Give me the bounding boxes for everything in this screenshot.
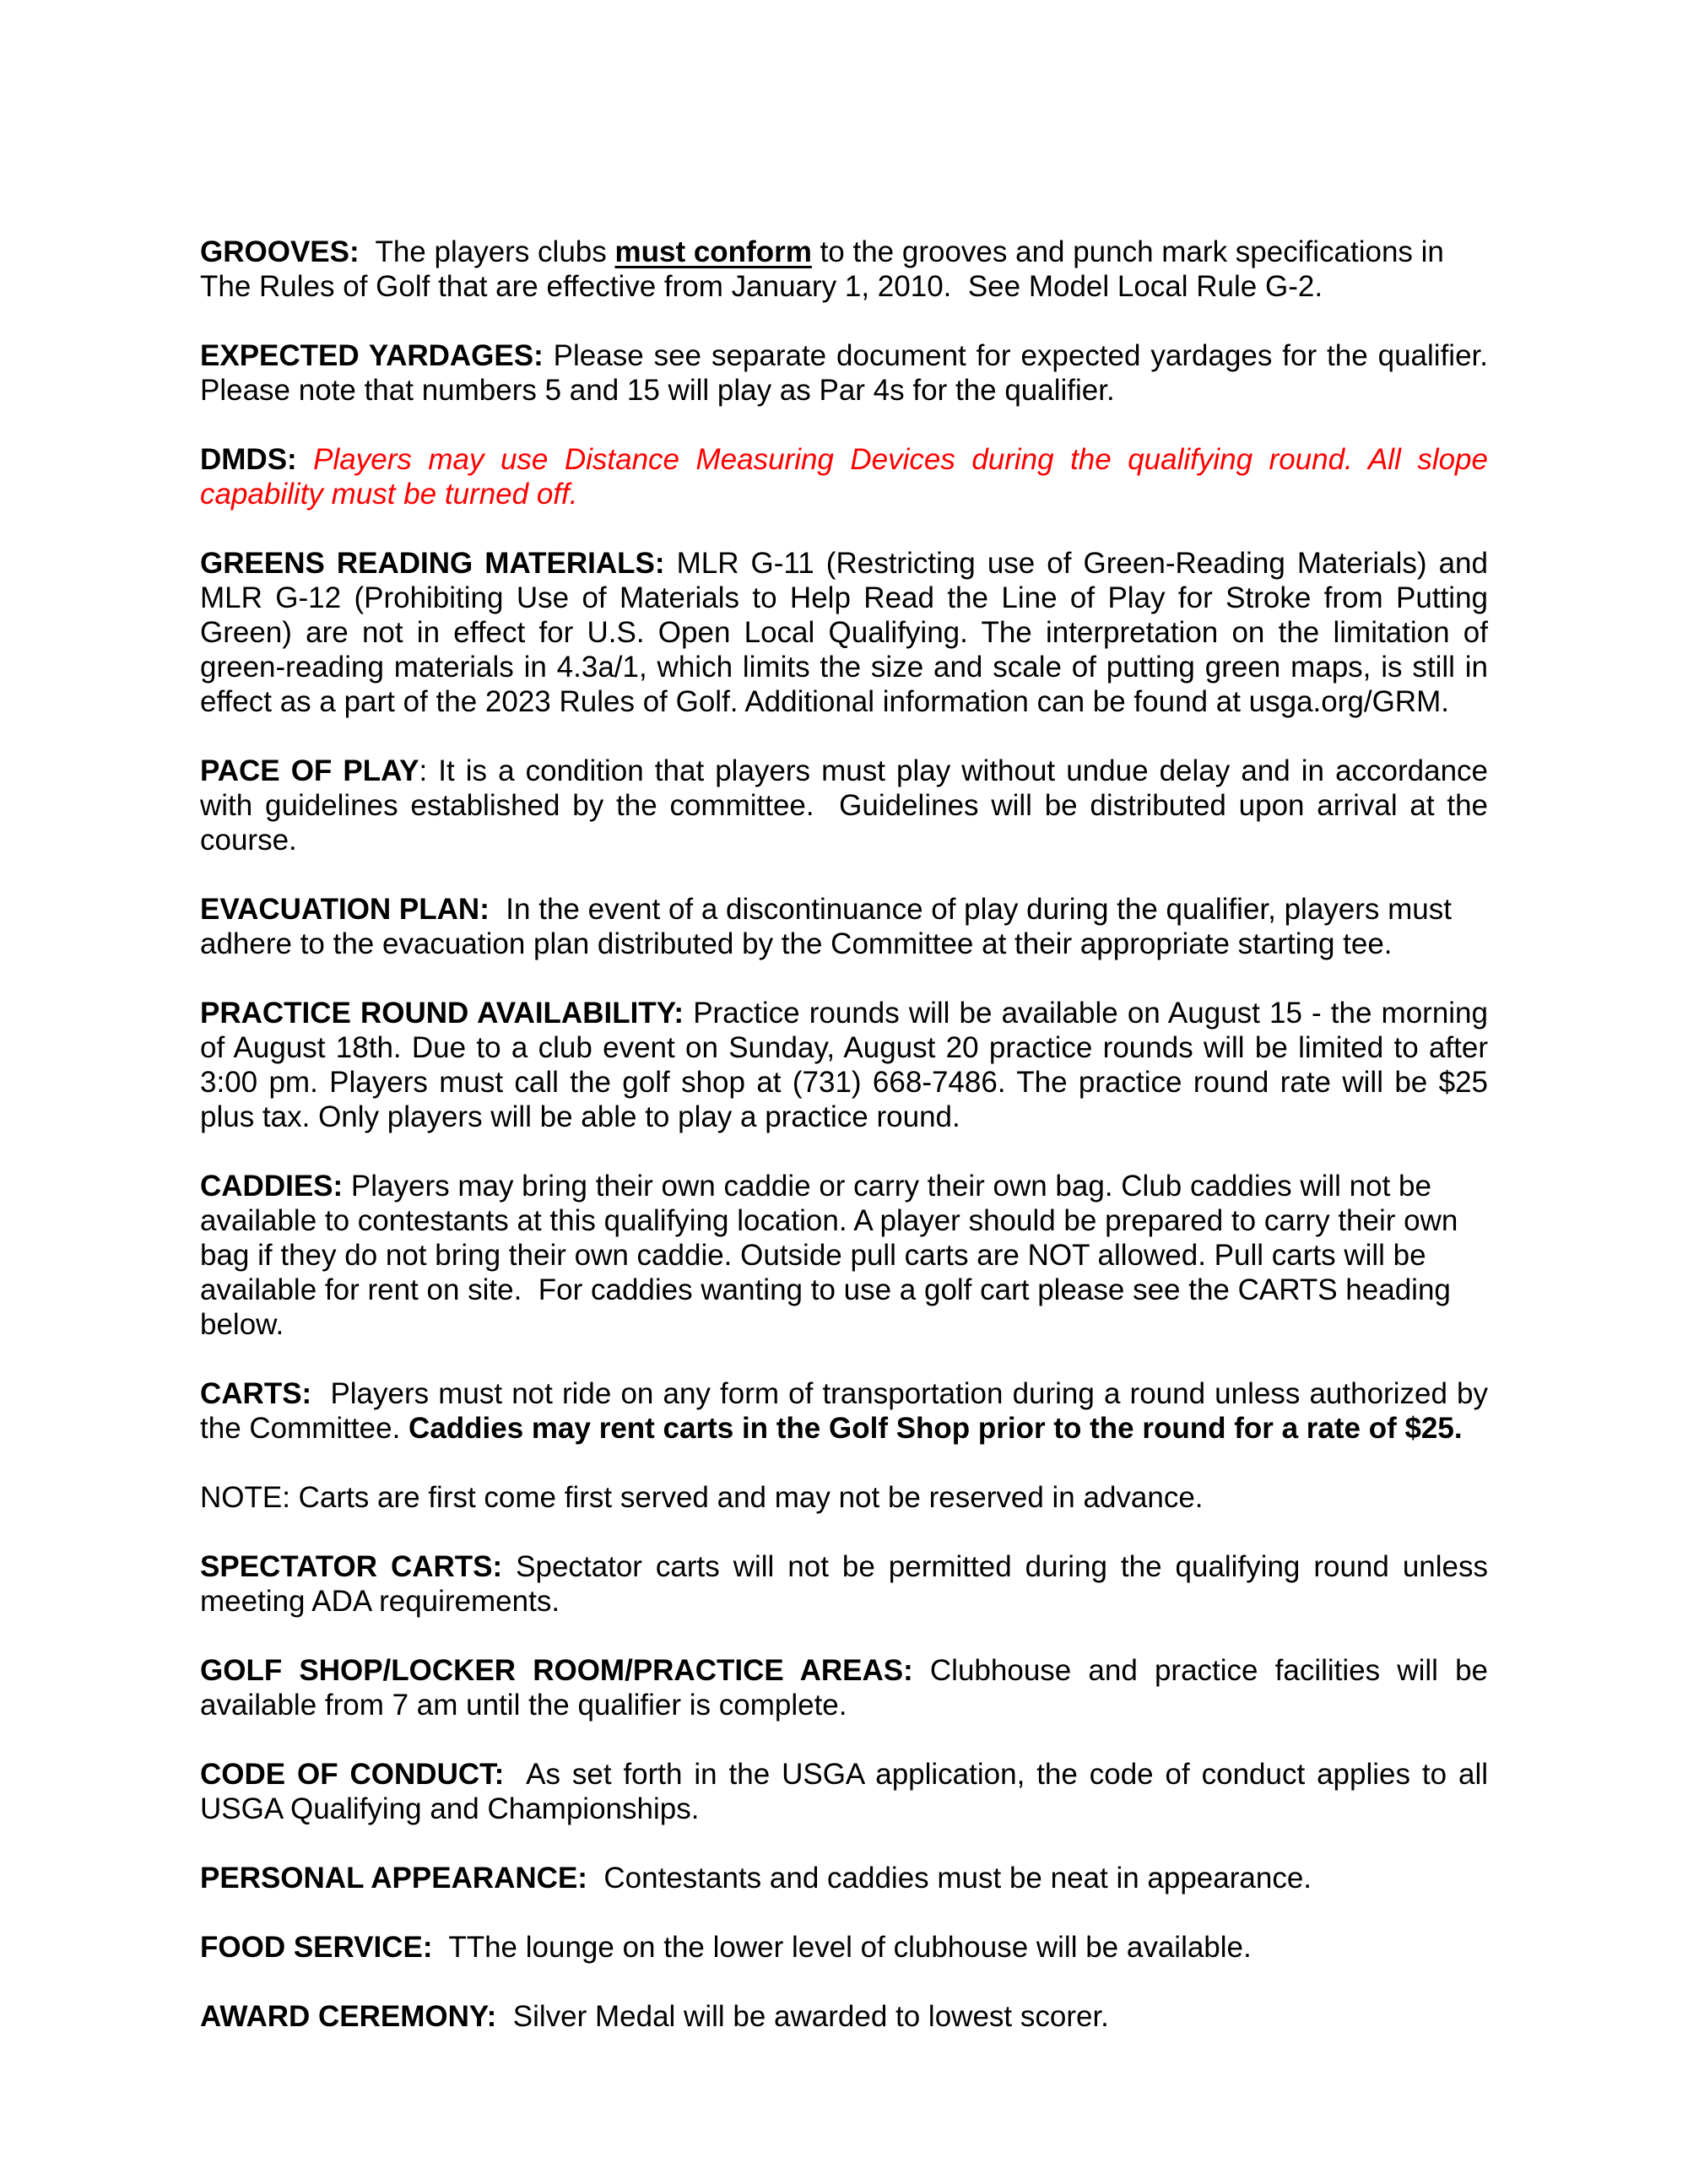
section-code-of-conduct <box>200 1757 1496 1826</box>
section-grooves-heading-text: GROOVES: <box>200 235 360 268</box>
document-body <box>200 235 1496 2034</box>
section-dmds-heading: DMDS: <box>200 443 297 476</box>
section-note-text: NOTE: Carts are first come first served and may not be reserved in advance. <box>200 1481 1204 1514</box>
section-personal-appearance-text: Contestants and caddies must be neat in appearance. <box>587 1862 1312 1895</box>
section-code-of-conduct-heading: CODE OF CONDUCT: <box>200 1758 505 1791</box>
section-practice-round-availability-heading: PRACTICE ROUND AVAILABILITY: <box>200 997 684 1030</box>
section-food-service-text: TThe lounge on the lower level of clubhouse will be available. <box>432 1931 1252 1964</box>
section-evacuation-plan <box>200 892 1488 961</box>
section-pace-of-play-heading: PACE OF PLAY <box>200 754 419 787</box>
section-dmds-text: Players may use Distance Measuring Devices during the qualifying round. All slope capability must be turned off. <box>200 443 1496 511</box>
section-practice-round-availability-text: Practice rounds will be available on August 15 - the morning of August 18th. Due to a club event on Sunday, August 20 practice rounds will be limited to after 3:00 pm. Players must call the golf shop at (731) 668-7486. The practice round rate will be $25 plus tax. Only players will be able to play a practice round. <box>200 997 1496 1133</box>
section-carts-bold-text: Caddies may rent carts in the Golf Shop prior to the round for a rate of $25. <box>408 1412 1463 1445</box>
section-spectator-carts-text: Spectator carts will not be permitted during the qualifying round unless meeting ADA requirements. <box>200 1550 1496 1618</box>
section-evacuation-plan-heading: EVACUATION PLAN: <box>200 893 490 926</box>
section-grooves-underlined-text: must conform <box>614 235 812 268</box>
section-carts-heading: CARTS: <box>200 1377 312 1410</box>
section-personal-appearance-heading: PERSONAL APPEARANCE: <box>200 1862 587 1895</box>
section-greens-reading-materials-heading: GREENS READING MATERIALS: <box>200 547 665 580</box>
section-spectator-carts-heading: SPECTATOR CARTS: <box>200 1550 503 1583</box>
section-grooves <box>200 235 1488 304</box>
section-award-ceremony <box>200 1999 1488 2034</box>
section-caddies <box>200 1169 1488 1342</box>
section-greens-reading-materials-text: MLR G-11 (Restricting use of Green-Reading Materials) and MLR G-12 (Prohibiting Use of Materials to Help Read the Line of Play for Stroke from Putting Green) are not in effect for U.S. Open Local Qualifying. The interpretation on the limitation of green-reading materials in 4.3a/1, which limits the size and scale of putting green maps, is still in effect as a part of the 2023 Rules of Golf. Additional information can be found at usga.org/GRM. <box>200 547 1496 718</box>
section-greens-reading-materials <box>200 546 1496 719</box>
section-code-of-conduct-text: As set forth in the USGA application, the code of conduct applies to all USGA Qualifying and Championships. <box>200 1758 1496 1825</box>
section-expected-yardages <box>200 338 1496 408</box>
section-caddies-heading: CADDIES: <box>200 1170 344 1203</box>
section-expected-yardages-text: Please see separate document for expected yardages for the qualifier. Please note that numbers 5 and 15 will play as Par 4s for the qualifier. <box>200 339 1496 407</box>
section-award-ceremony-heading: AWARD CEREMONY: <box>200 2000 497 2033</box>
section-note <box>200 1480 1488 1515</box>
section-expected-yardages-heading: EXPECTED YARDAGES: <box>200 339 544 372</box>
section-dmds <box>200 442 1496 511</box>
section-pace-of-play <box>200 754 1496 857</box>
section-food-service-heading: FOOD SERVICE: <box>200 1931 433 1964</box>
section-spectator-carts <box>200 1549 1496 1619</box>
section-pace-of-play-text: : It is a condition that players must play without undue delay and in accordance with guidelines established by the committee. Guidelines will be distributed upon arrival at the course. <box>200 754 1496 857</box>
section-practice-round-availability <box>200 996 1496 1134</box>
section-golf-shop-locker-room-practice-areas-text: Clubhouse and practice facilities will be available from 7 am until the qualifier is complete. <box>200 1654 1496 1722</box>
section-personal-appearance <box>200 1861 1488 1895</box>
section-caddies-text: Players may bring their own caddie or carry their own bag. Club caddies will not be available to contestants at this qualifying location. A player should be prepared to carry their own bag if they do not bring their own caddie. Outside pull carts are NOT allowed. Pull carts will be available for rent on site. For caddies wanting to use a golf cart please see the CARTS heading below. <box>200 1170 1467 1341</box>
section-grooves-text-after: to the grooves and punch mark specifications in The Rules of Golf that are effective from January 1, 2010. See Model Local Rule G-2. <box>200 235 1452 303</box>
section-food-service <box>200 1930 1488 1965</box>
section-grooves-text-before: The players clubs <box>359 235 615 268</box>
section-golf-shop-locker-room-practice-areas-heading: GOLF SHOP/LOCKER ROOM/PRACTICE AREAS: <box>200 1654 913 1687</box>
section-golf-shop-locker-room-practice-areas <box>200 1653 1496 1722</box>
section-evacuation-plan-text: In the event of a discontinuance of play during the qualifier, players must adhere to the evacuation plan distributed by the Committee at their appropriate starting tee. <box>200 893 1460 960</box>
section-carts-text-before: Players must not ride on any form of transportation during a round unless authorized by the Committee. <box>200 1377 1496 1445</box>
section-carts <box>200 1376 1496 1446</box>
section-award-ceremony-text: Silver Medal will be awarded to lowest scorer. <box>496 2000 1109 2033</box>
